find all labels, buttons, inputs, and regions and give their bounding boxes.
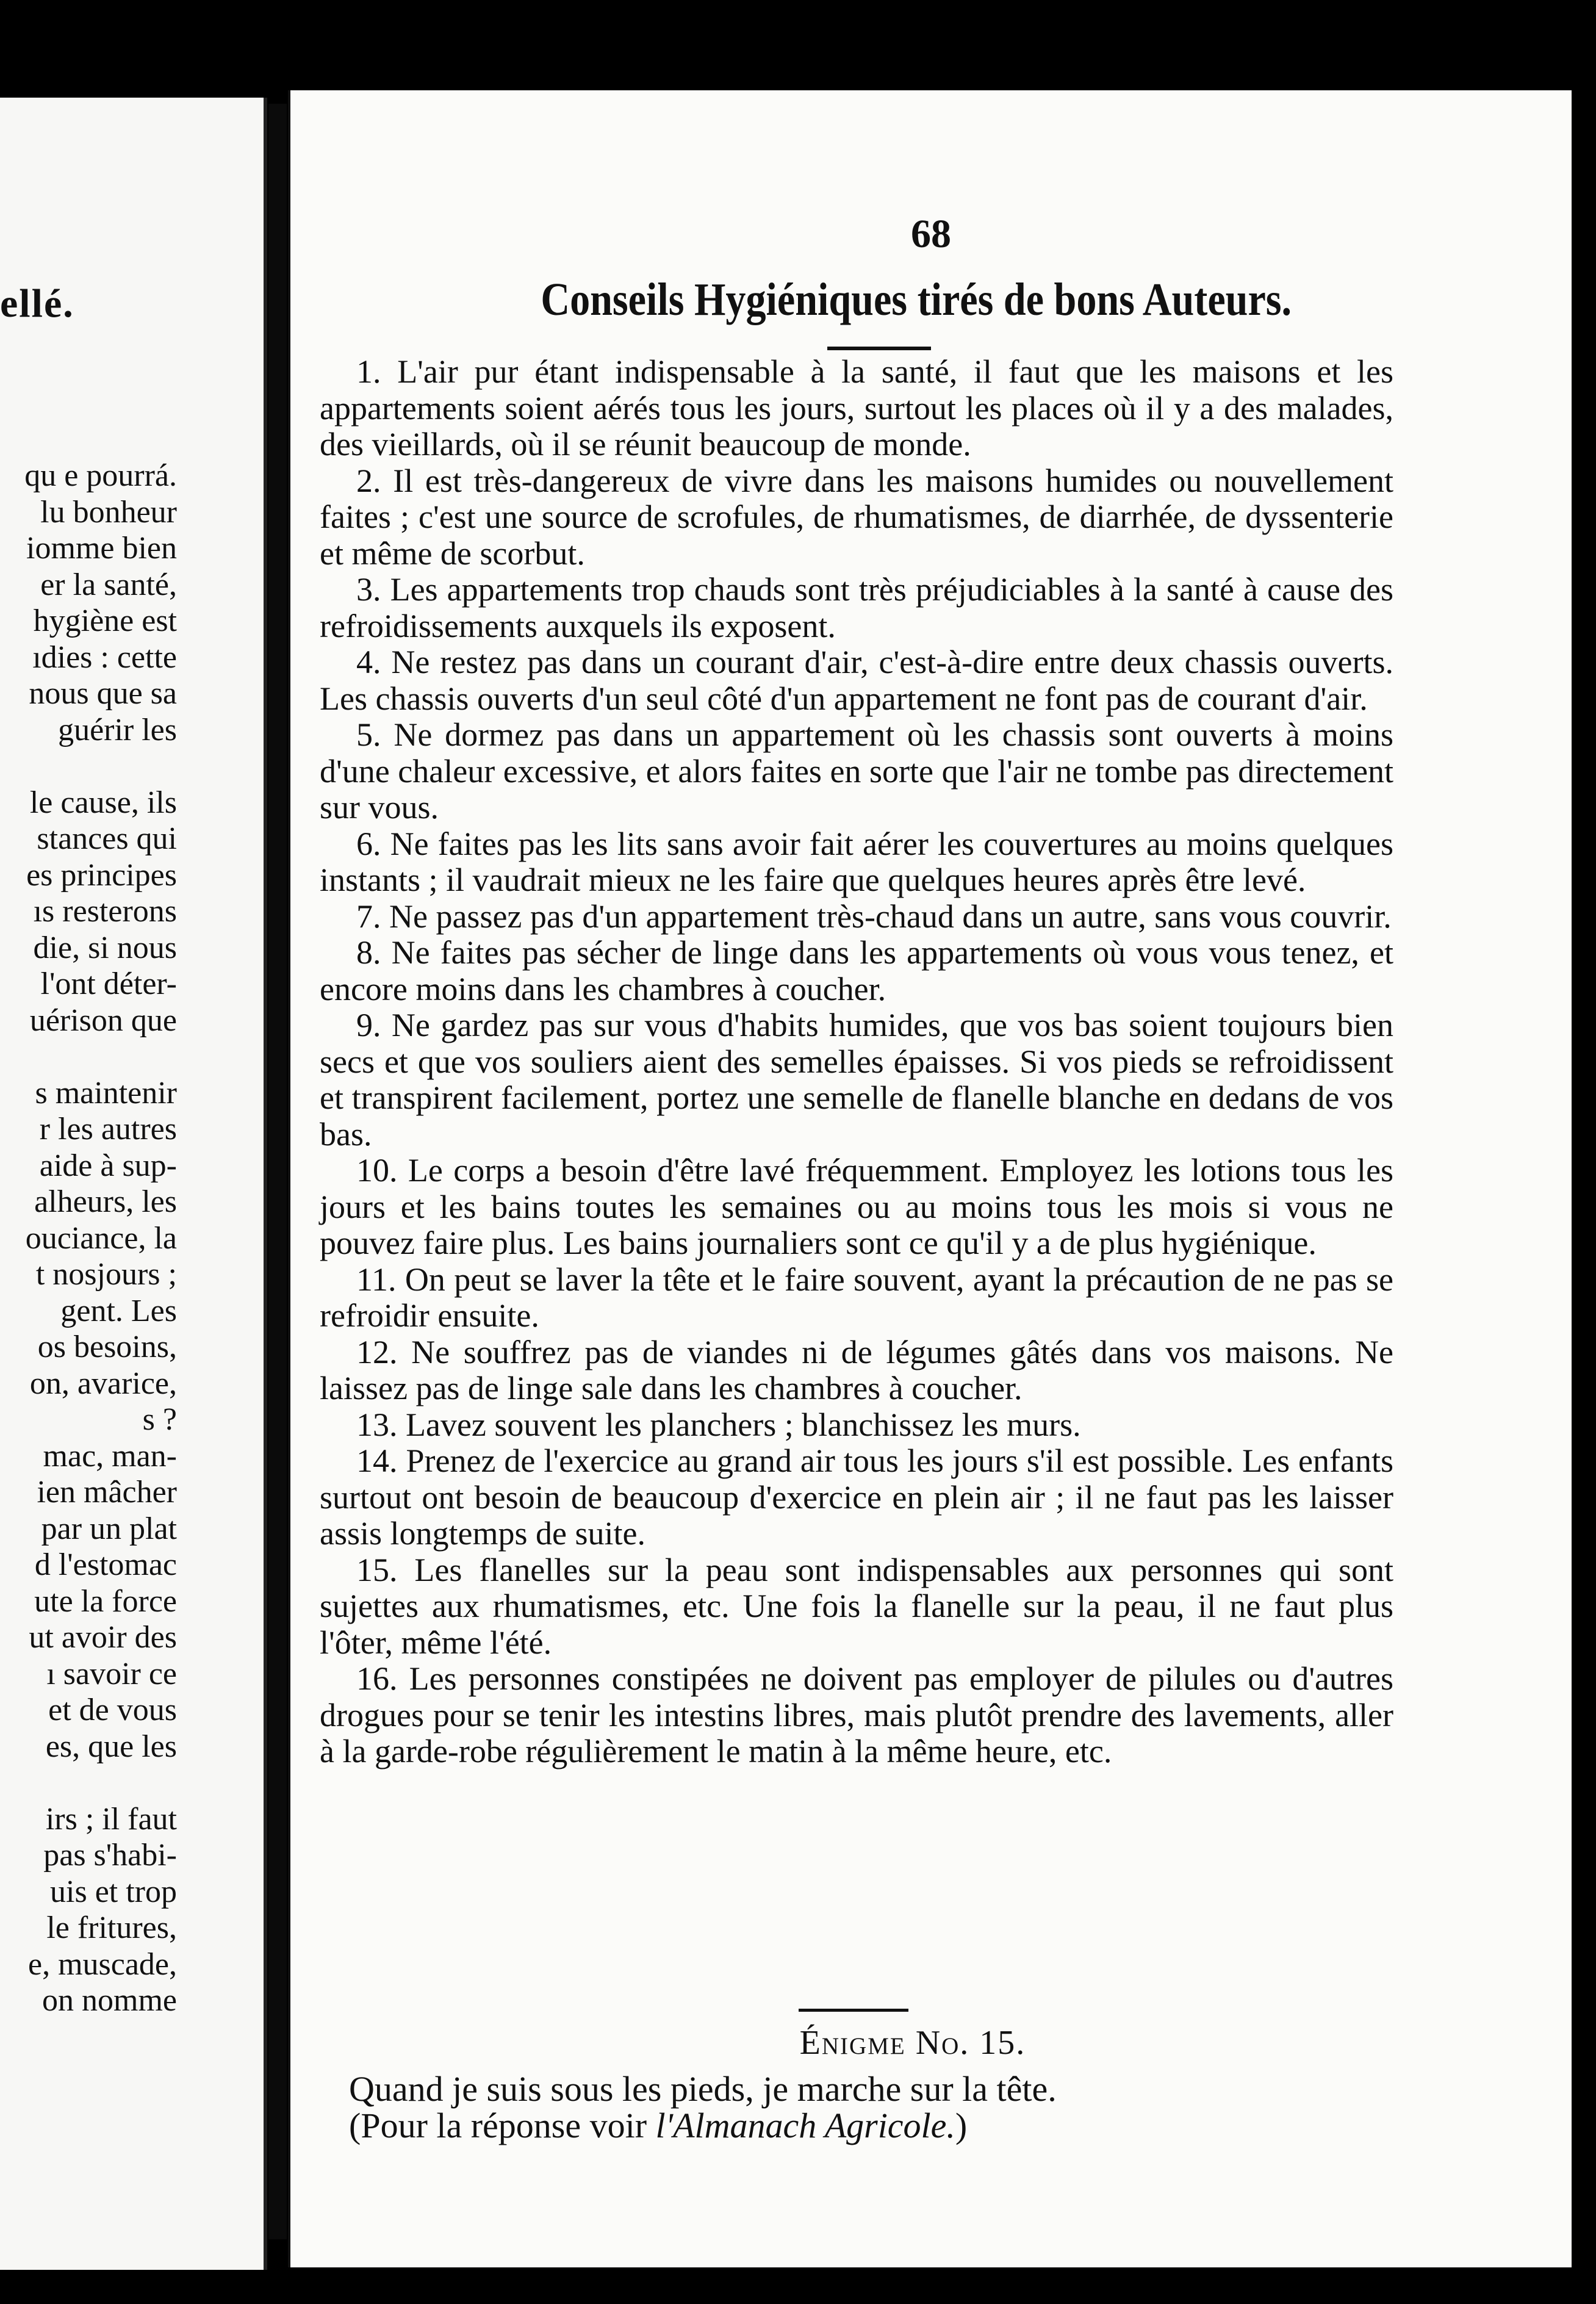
advice-item-3: 3. Les appartements trop chauds sont très préjudiciables à la santé à cause des refroidissements auxquels ils exposent. xyxy=(320,571,1393,644)
title-rule xyxy=(827,347,931,350)
left-page-line: gent. Les xyxy=(60,1293,177,1328)
left-page-line: irs ; il faut xyxy=(45,1801,177,1837)
advice-item-15: 15. Les flanelles sur la peau sont indispensables aux personnes qui sont sujettes aux rhumatismes, etc. Une fois la flanelle sur la peau, il ne faut plus l'ôter, même l'été. xyxy=(320,1551,1393,1661)
left-page-line: s ? xyxy=(142,1402,177,1437)
left-page-line: nous que sa xyxy=(29,676,177,711)
left-page-line: on, avarice, xyxy=(29,1366,177,1401)
left-page-heading: ellé. xyxy=(0,281,74,326)
enigma-answer-source: l'Almanach Agricole. xyxy=(655,2106,955,2145)
left-page-line: pas s'habi- xyxy=(43,1838,177,1873)
advice-item-13: 13. Lavez souvent les planchers ; blanchissez les murs. xyxy=(356,1406,1081,1443)
enigma-answer-note xyxy=(349,2105,967,2146)
left-page-line: lu bonheur xyxy=(40,494,177,530)
left-page-line: l'ont déter- xyxy=(40,967,177,1001)
left-page-text xyxy=(0,458,256,2019)
advice-item-14: 14. Prenez de l'exercice au grand air tous les jours s'il est possible. Les enfants surtout ont besoin de beaucoup d'exercice en plein air ; il ne faut pas les laisser assis longtemps de suite. xyxy=(320,1442,1393,1552)
left-page-line: ıs resterons xyxy=(33,894,177,929)
advice-item-6: 6. Ne faites pas les lits sans avoir fait aérer les couvertures au moins quelques instants ; il vaudrait mieux ne les faire que quelques heures après être levé. xyxy=(320,825,1393,898)
left-page-line: os besoins, xyxy=(37,1330,177,1364)
left-page-line: stances qui xyxy=(37,821,177,856)
left-page-line: ut avoir des xyxy=(29,1620,177,1655)
left-page-line: die, si nous xyxy=(33,930,177,965)
section-rule xyxy=(799,2009,908,2012)
page-title: Conseils Hygiéniques tirés de bons Auteurs. xyxy=(541,274,1292,325)
left-page-line: uis et trop xyxy=(50,1874,177,1909)
left-page xyxy=(0,98,267,2270)
left-page-line: on nomme xyxy=(42,1983,177,2018)
advice-item-2: 2. Il est très-dangereux de vivre dans les maisons humides ou nouvellement faites ; c'est une source de scrofules, de rhumatismes, de diarrhée, de dyssenterie et même de scorbut. xyxy=(320,462,1393,572)
left-page-line xyxy=(0,1765,256,1801)
left-page-line: es, que les xyxy=(45,1729,177,1764)
left-page-line: alheurs, les xyxy=(34,1184,177,1219)
left-page-line: es principes xyxy=(26,857,177,893)
left-page-line: d l'estomac xyxy=(34,1547,177,1582)
left-page-line: mac, man- xyxy=(43,1438,177,1474)
advice-item-7: 7. Ne passez pas d'un appartement très-chaud dans un autre, sans vous couvrir. xyxy=(356,898,1392,935)
left-page-line: e, muscade, xyxy=(27,1946,177,1982)
advice-item-8: 8. Ne faites pas sécher de linge dans les appartements où vous vous tenez, et encore moins dans les chambres à coucher. xyxy=(320,934,1393,1007)
left-page-line: er la santé, xyxy=(40,567,177,602)
enigma-title: Énigme No. 15. xyxy=(799,2024,1026,2062)
main-page xyxy=(288,90,1572,2267)
left-page-line xyxy=(0,748,256,785)
left-page-line: le fritures, xyxy=(46,1910,177,1945)
left-page-line: ı savoir ce xyxy=(46,1656,177,1691)
advice-list xyxy=(320,354,1393,1770)
page-number: 68 xyxy=(911,212,951,256)
left-page-line: guérir les xyxy=(58,712,177,747)
enigma-answer-prefix: (Pour la réponse voir xyxy=(349,2106,656,2145)
left-page-line: r les autres xyxy=(39,1112,177,1147)
advice-item-9: 9. Ne gardez pas sur vous d'habits humides, que vos bas soient toujours bien secs et que vos souliers aient des semelles épaisses. Si vos pieds se refroidissent et transpirent facilement, portez une semelle de flanelle blanche en dedans de vos bas. xyxy=(320,1007,1393,1153)
advice-item-1: 1. L'air pur étant indispensable à la santé, il faut que les maisons et les appartements soient aérés tous les jours, surtout les places où il y a des malades, des vieillards, où il se réunit beaucoup de monde. xyxy=(320,353,1393,463)
advice-item-16: 16. Les personnes constipées ne doivent pas employer de pilules ou d'autres drogues pour se tenir les intestins libres, mais plutôt prendre des lavements, aller à la garde-robe régulièrement le matin à la même heure, etc. xyxy=(320,1660,1393,1769)
enigma-riddle: Quand je suis sous les pieds, je marche sur la tête. xyxy=(349,2069,1057,2109)
left-page-line: ıdies : cette xyxy=(32,639,177,675)
left-page-line: ouciance, la xyxy=(25,1220,177,1256)
left-page-line: t nosjours ; xyxy=(35,1257,177,1292)
enigma-answer-suffix: ) xyxy=(955,2106,968,2145)
advice-item-10: 10. Le corps a besoin d'être lavé fréquemment. Employez les lotions tous les jours et les bains toutes les semaines ou au moins tous les mois si vous ne pouvez faire plus. Les bains journaliers sont ce qu'il y a de plus hygiénique. xyxy=(320,1152,1393,1261)
left-page-line: hygiène est xyxy=(33,603,177,638)
advice-item-12: 12. Ne souffrez pas de viandes ni de légumes gâtés dans vos maisons. Ne laissez pas de linge sale dans les chambres à coucher. xyxy=(320,1333,1393,1406)
left-page-line: aide à sup- xyxy=(39,1148,177,1183)
advice-item-5: 5. Ne dormez pas dans un appartement où les chassis sont ouverts à moins d'une chaleur excessive, et alors faites en sorte que l'air ne tombe pas directement sur vous. xyxy=(320,716,1393,826)
left-page-line: iomme bien xyxy=(26,531,177,566)
left-page-line: par un plat xyxy=(41,1511,177,1546)
left-page-line: ute la force xyxy=(34,1583,177,1619)
left-page-line: s maintenir xyxy=(35,1075,177,1111)
left-page-line: ien mâcher xyxy=(37,1475,177,1510)
left-page-line: et de vous xyxy=(48,1693,177,1727)
book-spine xyxy=(268,104,287,2239)
left-page-line: uérison que xyxy=(29,1003,177,1038)
left-page-line: qu e pourrá. xyxy=(24,458,177,493)
left-page-line: le cause, ils xyxy=(29,785,177,820)
advice-item-11: 11. On peut se laver la tête et le faire souvent, ayant la précaution de ne pas se refroidir ensuite. xyxy=(320,1261,1393,1334)
advice-item-4: 4. Ne restez pas dans un courant d'air, c'est-à-dire entre deux chassis ouverts. Les chassis ouverts d'un seul côté d'un appartement ne font pas de courant d'air. xyxy=(320,644,1393,717)
left-page-line xyxy=(0,1039,256,1075)
